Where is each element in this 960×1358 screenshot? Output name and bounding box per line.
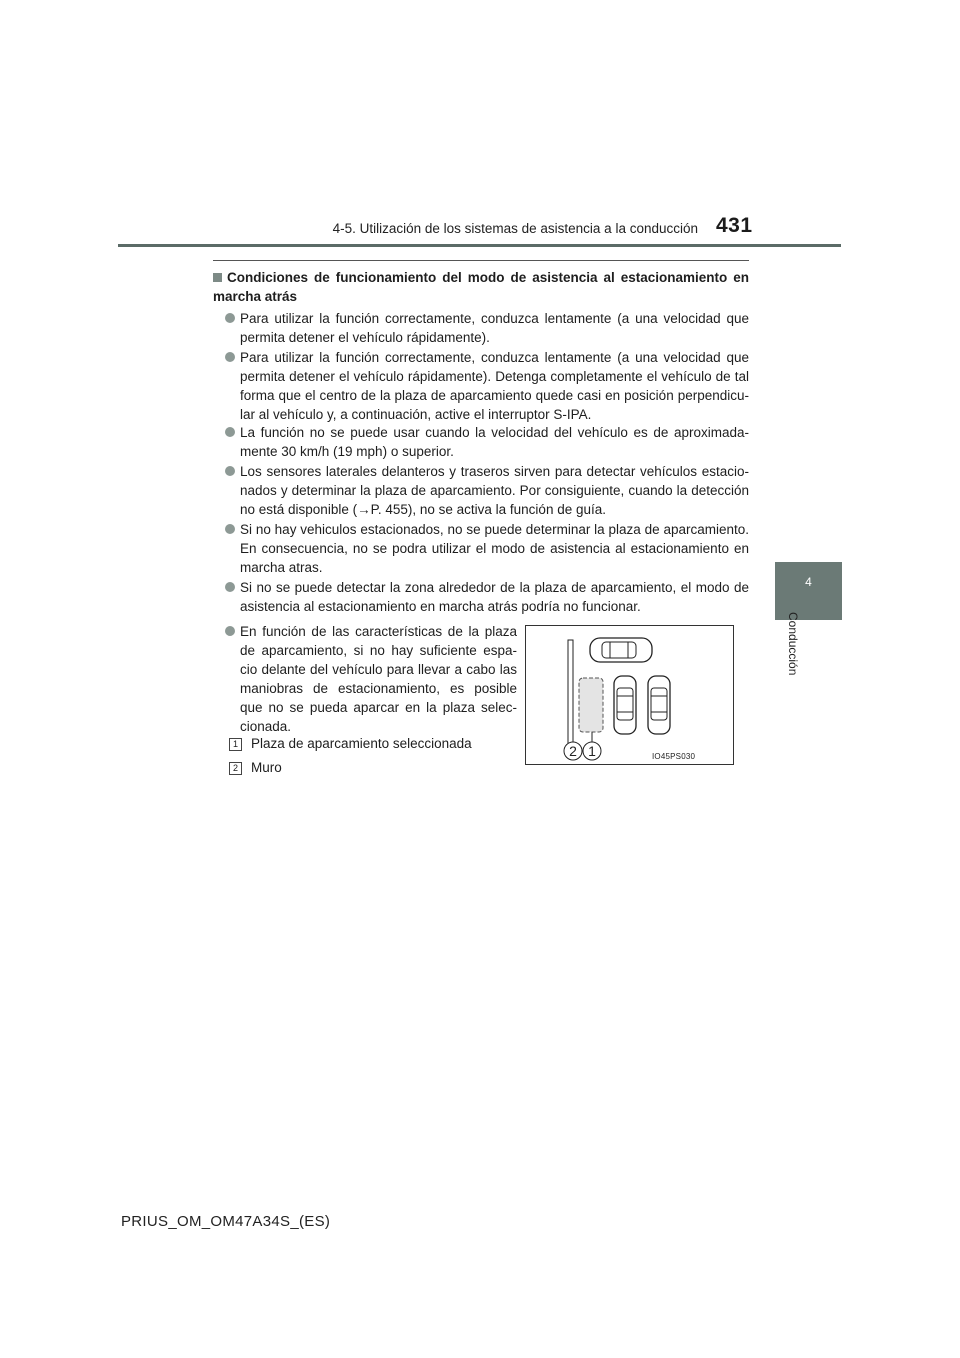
chapter-label-container: [748, 612, 840, 704]
bullet-text: Para utilizar la función correctamente, conduzca lentamente (a una velocidad que permita detener el vehículo rápidamente). Detenga completamente el vehículo de tal forma que el centro de la plaza de aparcamiento quede casi en posición perpendicu-lar al vehículo y, a continuación, active el interruptor S-IPA.: [240, 350, 749, 422]
parking-diagram-illustration: [526, 626, 733, 764]
wall: [568, 640, 573, 750]
parking-diagram: [525, 625, 734, 765]
bullet-dot-icon: [225, 626, 235, 636]
legend-item: [229, 734, 472, 753]
chapter-number: 4: [805, 575, 812, 589]
bullet-item: [225, 622, 517, 736]
selected-parking-space: [579, 678, 603, 732]
bullet-text: Para utilizar la función correctamente, conduzca lentamente (a una velocidad que permita detener el vehículo rápidamente).: [240, 311, 749, 345]
section-divider: [213, 260, 749, 261]
bullet-item: [225, 309, 749, 347]
header-rule: [118, 244, 841, 247]
parked-car-icon: [590, 638, 652, 662]
square-bullet-icon: [213, 273, 222, 282]
bullet-item: [225, 578, 749, 616]
bullet-dot-icon: [225, 466, 235, 476]
legend-number: 1: [229, 738, 242, 751]
legend-label: Plaza de aparcamiento seleccionada: [251, 736, 472, 751]
bullet-item: [225, 462, 749, 519]
bullet-dot-icon: [225, 313, 235, 323]
heading-text: Condiciones de funcionamiento del modo de asistencia al estacionamiento en marcha atrás: [213, 270, 749, 304]
section-title: 4-5. Utilización de los sistemas de asistencia a la conducción: [332, 221, 698, 236]
footer-code: PRIUS_OM_OM47A34S_(ES): [121, 1213, 331, 1230]
bullet-dot-icon: [225, 524, 235, 534]
legend-item: [229, 758, 282, 777]
bullet-dot-icon: [225, 427, 235, 437]
chapter-label: Conducción: [786, 612, 800, 676]
page-number: 431: [716, 214, 753, 237]
callout-number: 1: [588, 743, 596, 759]
bullet-dot-icon: [225, 352, 235, 362]
bullet-text: Los sensores laterales delanteros y traseros sirven para detectar vehículos estacio-nados y determinar la plaza de aparcamiento. Por consiguiente, cuando la detección no está disponible (→P. 455), no se activa la función de guía.: [240, 464, 749, 517]
bullet-item: [225, 423, 749, 461]
bullet-item: [225, 520, 749, 577]
bullet-dot-icon: [225, 582, 235, 592]
figure-code: IO45PS030: [652, 752, 696, 761]
bullet-item: [225, 348, 749, 424]
bullet-text: En función de las características de la plaza de aparcamiento, si no hay suficiente espa-cio delante del vehículo para llevar a cabo las maniobras de estacionamiento, es posible que no se pueda aparcar en la plaza selec-cionada.: [240, 624, 517, 734]
parked-car-icon: [614, 676, 636, 734]
callout-number: 2: [569, 743, 577, 759]
section-heading: [213, 268, 749, 306]
legend-label: Muro: [251, 760, 282, 775]
parked-car-icon: [648, 676, 670, 734]
legend-number: 2: [229, 762, 242, 775]
bullet-text: Si no se puede detectar la zona alrededor de la plaza de aparcamiento, el modo de asistencia al estacionamiento en marcha atrás podría no funcionar.: [240, 580, 749, 614]
bullet-text: Si no hay vehiculos estacionados, no se puede determinar la plaza de aparcamiento. En consecuencia, no se podra utilizar el modo de asistencia al estacionamiento en marcha atras.: [240, 522, 749, 575]
bullet-text: La función no se puede usar cuando la velocidad del vehículo es de aproximada-mente 30 km/h (19 mph) o superior.: [240, 425, 749, 459]
